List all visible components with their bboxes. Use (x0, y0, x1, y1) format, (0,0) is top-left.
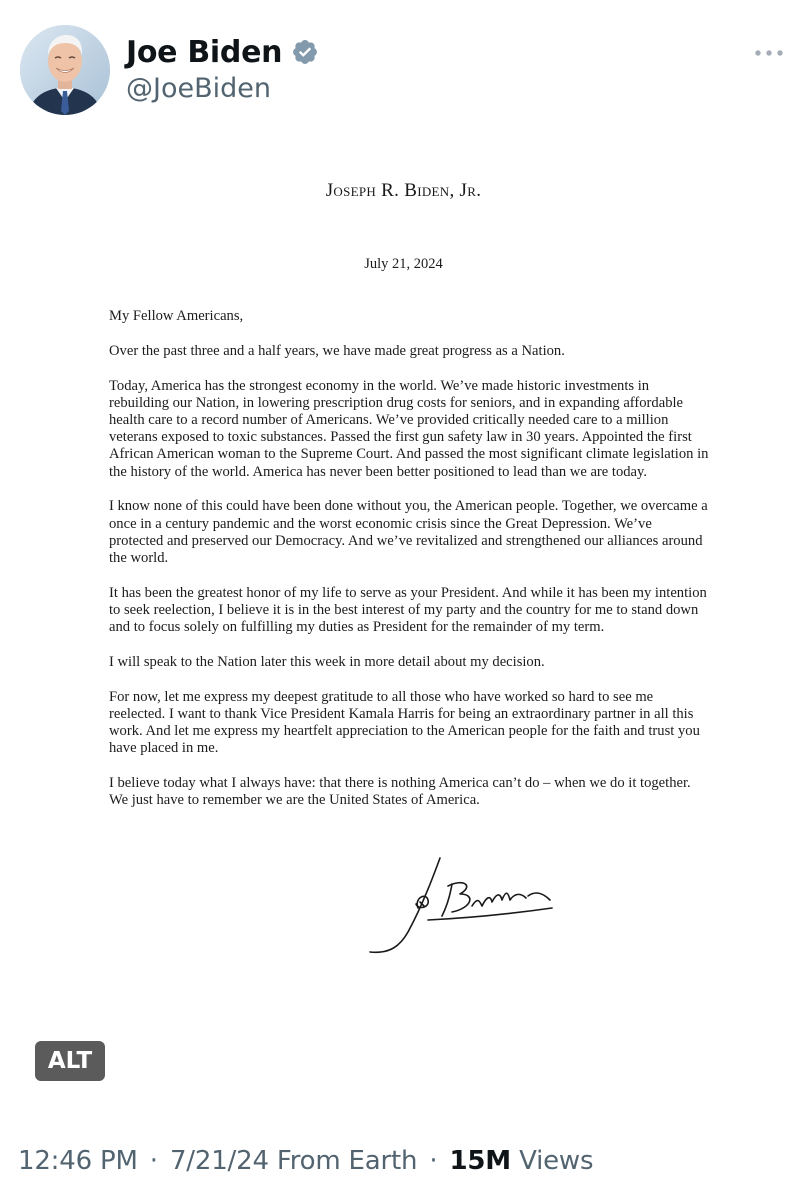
letter-image[interactable] (0, 150, 807, 1100)
meta-separator: · (149, 1146, 158, 1176)
letter-salutation: My Fellow Americans, (109, 308, 244, 324)
letter-paragraph: Over the past three and a half years, we have made great progress as a Nation. (109, 342, 565, 359)
letter-paragraph: Today, America has the strongest economy in the world. We’ve made historic investments in rebuilding our Nation, in lowering prescription drug costs for seniors, and in expanding affordable health care to a record number of Americans. We’ve provided critically needed care to a million veterans exposed to toxic substances. Passed the first gun safety law in 30 years. Appointed the first African American woman to the Supreme Court. And passed the most significant climate legislation in the history of the world. America has never been better positioned to lead than we are today. (109, 377, 709, 480)
letter-paragraph: I will speak to the Nation later this week in more detail about my decision. (109, 654, 545, 671)
letter-paragraph: It has been the greatest honor of my life to serve as your President. And while it has been my intention to seek reelection, I believe it is in the best interest of my party and the country for me to stand down and to focus solely on fulfilling my duties as President for the remainder of my term. (109, 584, 707, 636)
letter-date: July 21, 2024 (364, 256, 443, 272)
meta-separator: · (429, 1146, 438, 1176)
display-name-row[interactable] (126, 30, 319, 74)
tweet-date[interactable]: 7/21/24 (169, 1146, 269, 1176)
user-handle[interactable]: @JoeBiden (126, 73, 271, 104)
profile-photo (20, 25, 110, 115)
views-label[interactable]: Views (519, 1146, 594, 1176)
tweet-meta (18, 1146, 593, 1176)
tweet-header (0, 0, 807, 150)
handwritten-signature (360, 850, 580, 960)
tweet-time[interactable]: 12:46 PM (18, 1146, 138, 1176)
letter-body (109, 308, 709, 827)
tweet-source: From Earth (276, 1146, 418, 1176)
views-count[interactable]: 15M (449, 1146, 511, 1176)
avatar[interactable] (20, 25, 110, 115)
letter-paragraph: I believe today what I always have: that there is nothing America can’t do – when we do it together. We just have to remember we are the United States of America. (109, 775, 691, 809)
letter-paragraph: I know none of this could have been done without you, the American people. Together, we overcame a once in a century pandemic and the worst economic crisis since the Great Depression. We’ve protected and preserved our Democracy. And we’ve revitalized and strengthened our alliances around the world. (109, 498, 708, 567)
verified-badge-icon (291, 38, 319, 66)
more-horizontal-icon[interactable] (752, 43, 786, 63)
alt-text-button[interactable]: ALT (35, 1041, 105, 1081)
display-name[interactable]: Joe Biden (126, 34, 283, 70)
letterhead: Joseph R. Biden, Jr. (325, 180, 482, 201)
letter-paragraph: For now, let me express my deepest gratitude to all those who have worked so hard to see me reelected. I want to thank Vice President Kamala Harris for being an extraordinary partner in all this work. And let me express my heartfelt appreciation to the American people for the faith and trust you have placed in me. (109, 688, 700, 757)
